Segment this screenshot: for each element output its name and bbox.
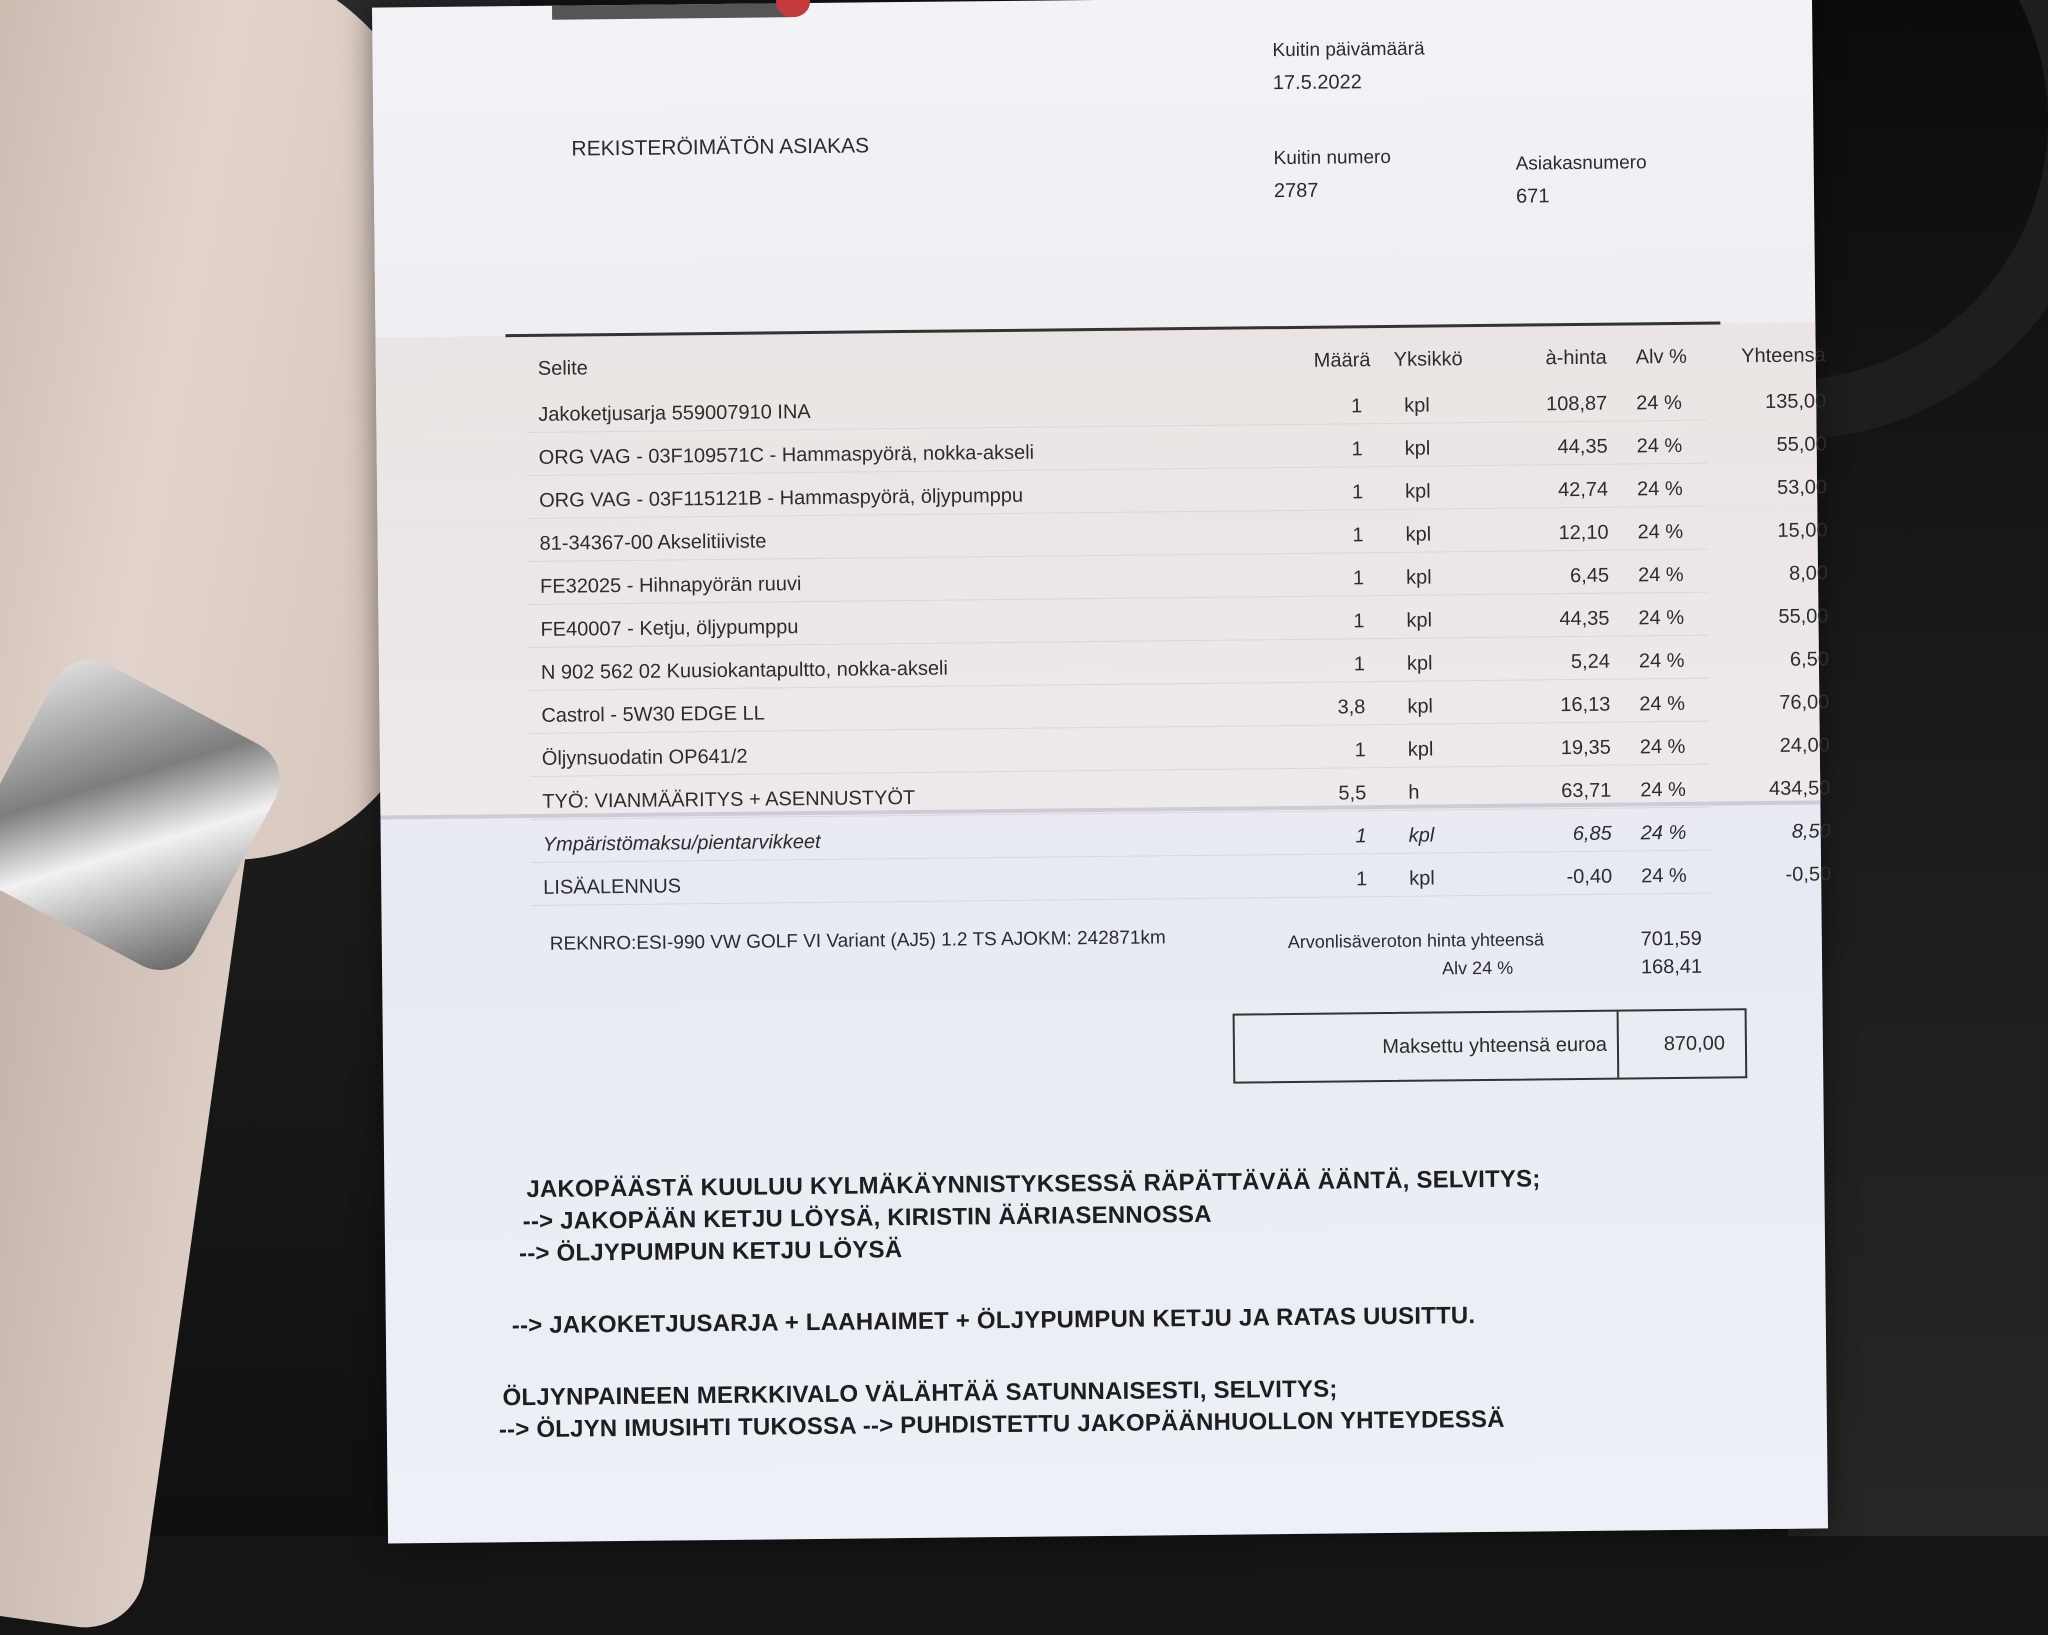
cell-unit: kpl	[1406, 609, 1433, 632]
cell-price: 44,35	[1559, 607, 1610, 631]
date-value: 17.5.2022	[1272, 71, 1362, 95]
cell-price: -0,40	[1566, 865, 1613, 889]
cell-qty: 1	[1352, 524, 1364, 547]
table-row	[531, 855, 1832, 906]
cell-total: -0,50	[1785, 863, 1832, 886]
cell-unit: h	[1408, 781, 1420, 804]
cell-price: 5,24	[1570, 650, 1611, 674]
logo-bar	[552, 3, 792, 20]
cell-desc: TYÖ: VIANMÄÄRITYS + ASENNUSTYÖT	[542, 786, 916, 813]
receipt-paper	[372, 0, 1832, 1543]
header-total: Yhteensä	[1741, 344, 1826, 368]
cell-desc: N 902 562 02 Kuusiokantapultto, nokka-akseli	[540, 657, 949, 684]
cell-total: 15,00	[1777, 519, 1828, 542]
paid-total-value: 870,00	[1663, 1032, 1726, 1056]
note-line-6: --> ÖLJYN IMUSIHTI TUKOSSA --> PUHDISTETTU JAKOPÄÄNHUOLLON YHTEYDESSÄ	[498, 1405, 1505, 1444]
cell-unit: kpl	[1404, 394, 1430, 417]
cell-total: 55,00	[1776, 433, 1827, 456]
cell-price: 6,85	[1572, 822, 1612, 846]
note-line-5: ÖLJYNPAINEEN MERKKIVALO VÄLÄHTÄÄ SATUNNAISESTI, SELVITYS;	[502, 1375, 1338, 1412]
cell-vat: 24 %	[1638, 606, 1685, 630]
cell-unit: kpl	[1404, 437, 1431, 460]
cell-unit: kpl	[1407, 738, 1434, 761]
cell-vat: 24 %	[1636, 477, 1683, 501]
cell-vat: 24 %	[1640, 821, 1687, 845]
cell-desc: ORG VAG - 03F115121B - Hammaspyörä, öljypumppu	[539, 484, 1024, 512]
customer-name: REKISTERÖIMÄTÖN ASIAKAS	[571, 134, 870, 161]
cell-total: 6,50	[1789, 648, 1830, 671]
cell-qty: 1	[1353, 653, 1366, 676]
cell-qty: 1	[1352, 567, 1365, 590]
header-desc: Selite	[537, 357, 588, 380]
cell-unit: kpl	[1405, 523, 1432, 546]
cell-vat: 24 %	[1639, 692, 1686, 716]
cell-desc: Jakoketjusarja 559007910 INA	[538, 401, 811, 426]
net-total-label: Arvonlisäveroton hinta yhteensä	[1287, 929, 1545, 953]
note-line-3: --> ÖLJYPUMPUN KETJU LÖYSÄ	[518, 1236, 903, 1268]
cell-total: 24,00	[1779, 734, 1830, 757]
cell-price: 42,74	[1557, 478, 1609, 502]
cell-price: 108,87	[1545, 392, 1608, 416]
cell-qty: 3,8	[1337, 696, 1366, 719]
cell-price: 12,10	[1558, 521, 1609, 545]
cell-qty: 1	[1350, 395, 1363, 418]
receipt-number-value: 2787	[1273, 179, 1319, 203]
cell-qty: 5,5	[1338, 782, 1367, 805]
cell-qty: 1	[1355, 868, 1368, 891]
cell-desc: LISÄALENNUS	[543, 875, 682, 899]
cell-unit: kpl	[1405, 480, 1431, 503]
cell-qty: 1	[1351, 438, 1363, 461]
header-price: à-hinta	[1545, 346, 1607, 370]
cell-unit: kpl	[1405, 566, 1432, 589]
cell-vat: 24 %	[1639, 735, 1686, 759]
cell-qty: 1	[1355, 825, 1367, 848]
cell-desc: 81-34367-00 Akselitiiviste	[539, 530, 767, 555]
customer-number-label: Asiakasnumero	[1515, 152, 1647, 175]
cell-desc: FE40007 - Ketju, öljypumppu	[540, 616, 799, 641]
header-unit: Yksikkö	[1393, 348, 1463, 371]
cell-qty: 1	[1354, 739, 1366, 762]
cell-desc: FE32025 - Hihnapyörän ruuvi	[539, 573, 802, 598]
cell-price: 44,35	[1557, 435, 1608, 459]
cell-desc: Öljynsuodatin OP641/2	[541, 745, 748, 770]
cell-unit: kpl	[1408, 824, 1435, 847]
vat-total-label: Alv 24 %	[1442, 957, 1514, 979]
cell-qty: 1	[1353, 610, 1365, 633]
cell-price: 63,71	[1561, 779, 1612, 803]
cell-total: 76,00	[1779, 691, 1830, 714]
vat-total-value: 168,41	[1640, 955, 1703, 979]
cell-desc: Castrol - 5W30 EDGE LL	[541, 702, 765, 727]
cell-desc: Ympäristömaksu/pientarvikkeet	[542, 830, 821, 856]
cell-vat: 24 %	[1638, 649, 1685, 673]
cell-vat: 24 %	[1637, 563, 1684, 587]
cell-price: 19,35	[1560, 736, 1611, 760]
cell-total: 53,00	[1776, 476, 1828, 499]
header-qty: Määrä	[1313, 349, 1371, 372]
note-line-1: JAKOPÄÄSTÄ KUULUU KYLMÄKÄYNNISTYKSESSÄ RÄPÄTTÄVÄÄ ÄÄNTÄ, SELVITYS;	[526, 1165, 1541, 1204]
note-line-4: --> JAKOKETJUSARJA + LAAHAIMET + ÖLJYPUMPUN KETJU JA RATAS UUSITTU.	[511, 1302, 1476, 1340]
cell-total: 135,00	[1764, 390, 1827, 414]
cell-unit: kpl	[1407, 695, 1434, 718]
cell-desc: ORG VAG - 03F109571C - Hammaspyörä, nokka-akseli	[538, 441, 1035, 469]
cell-price: 16,13	[1560, 693, 1611, 717]
cell-vat: 24 %	[1636, 391, 1682, 415]
cell-total: 434,50	[1768, 777, 1831, 800]
cell-vat: 24 %	[1637, 520, 1684, 544]
cell-vat: 24 %	[1641, 864, 1687, 888]
receipt-number-label: Kuitin numero	[1273, 146, 1391, 170]
net-total-value: 701,59	[1640, 927, 1702, 951]
cell-total: 55,00	[1778, 605, 1829, 628]
vehicle-info: REKNRO:ESI-990 VW GOLF VI Variant (AJ5) 1.2 TS AJOKM: 242871km	[549, 927, 1166, 955]
cell-qty: 1	[1351, 481, 1364, 504]
cell-price: 6,45	[1569, 564, 1610, 588]
paid-total-label: Maksettu yhteensä euroa	[1382, 1033, 1608, 1059]
cell-total: 8,00	[1788, 562, 1829, 585]
paid-total-box	[1233, 1008, 1748, 1083]
table-row	[531, 812, 1831, 863]
cell-total: 8,50	[1791, 820, 1831, 843]
header-vat: Alv %	[1635, 345, 1687, 369]
cell-unit: kpl	[1406, 652, 1433, 675]
cell-vat: 24 %	[1640, 778, 1686, 802]
date-label: Kuitin päivämäärä	[1272, 38, 1425, 62]
note-line-2: --> JAKOPÄÄN KETJU LÖYSÄ, KIRISTIN ÄÄRIASENNOSSA	[522, 1200, 1212, 1236]
customer-number-value: 671	[1515, 185, 1550, 208]
cell-vat: 24 %	[1636, 434, 1683, 458]
cell-unit: kpl	[1409, 867, 1435, 890]
